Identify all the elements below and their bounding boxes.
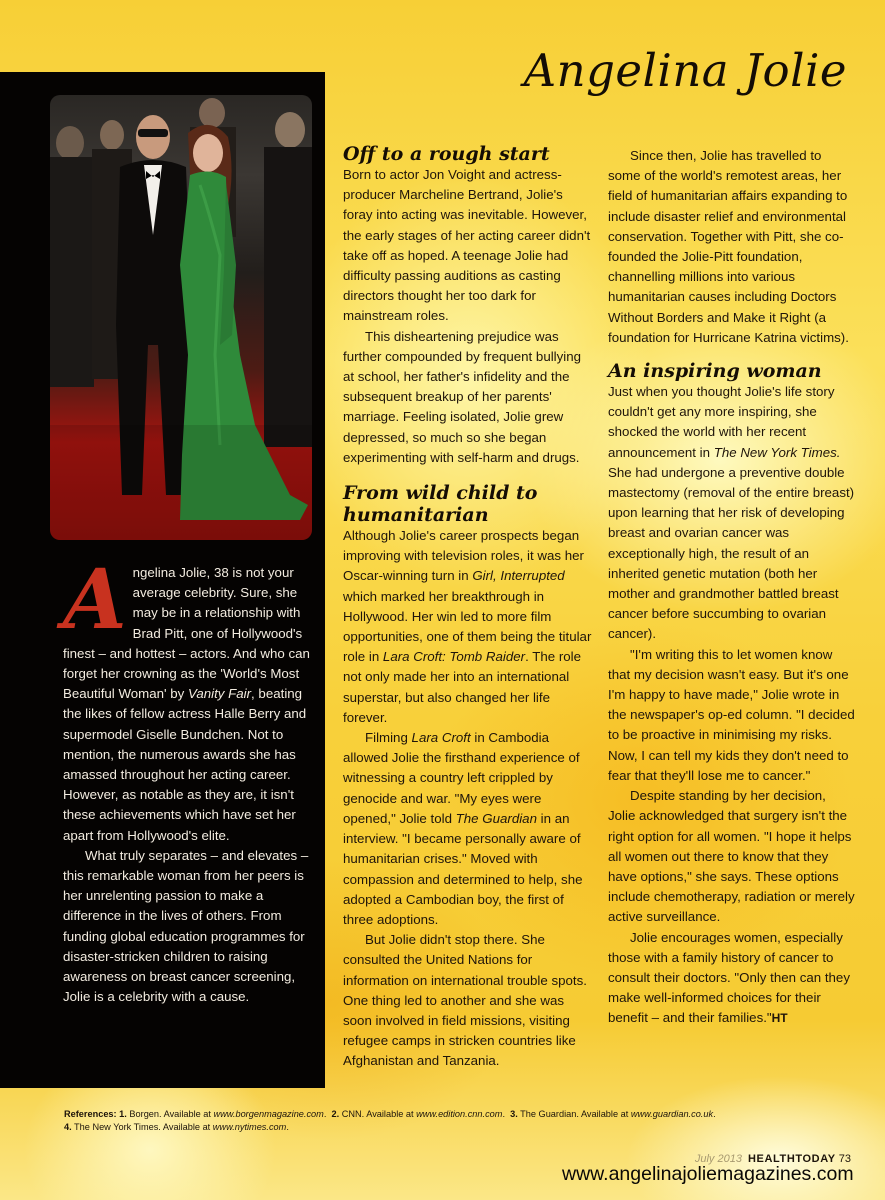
text-run: Just when you thought Jolie's life story couldn't get any more inspiring, she shocked the world with her recent announcement in [608, 384, 835, 460]
body-paragraph: "I'm writing this to let women know that my decision wasn't easy. But it's one I'm happy to have made," Jolie wrote in the newspaper's op-ed column. "I decided to be proactive in minimising my risks. Now, I can tell my kids they don't need to fear that they'll lose me to cancer." [608, 646, 855, 783]
body-paragraph [608, 382, 856, 645]
woman-head [193, 134, 223, 172]
references-label: References: [64, 1109, 117, 1119]
article-column-2 [608, 146, 856, 1029]
page-number: 73 [838, 1153, 851, 1165]
body-paragraph: Since then, Jolie has travelled to some of the world's remotest areas, her field of humanitarian affairs expanding to include disaster relief and environmental conservation. Together with Pitt, she co-founded the Jolie-Pitt foundation, channelling millions into various humanitarian causes including Doctors Without Borders and Make it Right (a foundation for Hurricane Katrina victims). [608, 148, 849, 345]
body-paragraph: Born to actor Jon Voight and actress-producer Marcheline Bertrand, Jolie's foray into acting was inevitable. However, the early stages of her acting career didn't take off as hoped. A teenage Jolie had difficulty passing auditions as casting directors thought her too dark for mainstream roles. [343, 167, 591, 324]
ref-number: 3. [510, 1109, 518, 1119]
ref-text: CNN. Available at [339, 1109, 417, 1119]
film-title: Lara Croft: Tomb Raider [382, 649, 526, 665]
ref-url[interactable]: www.nytimes.com [212, 1121, 287, 1132]
ref-number: 1. [119, 1109, 127, 1119]
text-run: in Cambodia allowed Jolie the firsthand experience of witnessing a country left crippled by genocide and war. "My eyes were opened," Jolie told [343, 730, 580, 826]
body-paragraph [343, 728, 593, 930]
sidebar-para1-text: ngelina Jolie, 38 is not your average celebrity. Sure, she may be in a relationship with Brad Pitt, one of Hollywood's finest – and hottest – actors. And who can forget her crowning as the 'World's Most Beautiful Woman' by [63, 565, 310, 702]
section-heading: An inspiring woman [608, 360, 822, 383]
text-run: Although Jolie's career prospects began improving with television roles, it was her Oscar-winning turn in [343, 528, 584, 584]
ref-text: Borgen. Available at [126, 1109, 214, 1119]
crowd-figure [56, 126, 84, 160]
magazine-name: HEALTHTODAY [748, 1153, 836, 1165]
ref-number: 4. [64, 1121, 72, 1132]
end-mark: HT [771, 1011, 788, 1026]
film-title: Girl, Interrupted [472, 568, 565, 584]
text-run: . The role not only made her into an international superstar, but also changed her life forever. [343, 649, 582, 725]
body-paragraph: Despite standing by her decision, Jolie acknowledged that surgery isn't the right option for all women. "I hope it helps all women out there to know that they have options," she says. These options include chemotherapy, radiation or merely active surveillance. [608, 788, 855, 925]
section-heading: From wild child to humanitarian [343, 482, 538, 527]
article-title: Angelina Jolie [523, 44, 847, 97]
ref-number: 2. [331, 1109, 340, 1119]
text-run: Filming [365, 730, 412, 746]
crowd-figure [199, 98, 225, 128]
text-run: Jolie encourages women, especially those with a family history of cancer to consult their doctors. "Only then can they make well-informed choices for their benefit – and their families." [608, 929, 850, 1026]
body-paragraph [608, 928, 856, 1029]
sidebar-para1-end: , beating the likes of fellow actress Halle Berry and supermodel Giselle Bundchen. Not to mention, the numerous awards she has amassed throughout her acting career. However, as notable as they are, it isn't these achievements which have set her apart from Hollywood's elite. [63, 686, 307, 843]
celebrity-photo [50, 95, 312, 540]
crowd-figure [100, 120, 124, 150]
ref-text: The New York Times. Available at [71, 1121, 213, 1132]
body-paragraph [343, 526, 593, 728]
text-run: She had undergone a preventive double mastectomy (removal of the entire breast) upon learning that her risk of developing breast and ovarian cancer was exceptionally high, the result of an inherited genetic mutation (both her mother and grandmother battled breast cancer before succumbing to ovarian cancer). [608, 464, 855, 642]
text-run: which marked her breakthrough in Hollywood. Her win led to more film opportunities, one of them being the titular role in [343, 588, 592, 665]
crowd-figure [264, 147, 312, 447]
magazine-title: Vanity Fair [187, 686, 252, 702]
body-paragraph: But Jolie didn't stop there. She consulted the United Nations for information on international trouble spots. One thing led to another and she was soon involved in field missions, visiting refugee camps in stricken countries like Afghanistan and Tanzania. [343, 932, 587, 1069]
body-paragraph: This disheartening prejudice was further compounded by frequent bullying at school, her father's infidelity and the subsequent breakup of her parents' marriage. Feeling isolated, Jolie grew depressed, so much so she began experimenting with self-harm and drugs. [343, 328, 582, 465]
photo-illustration [50, 95, 312, 540]
crowd-figure [275, 112, 305, 148]
film-title: Lara Croft [411, 730, 471, 746]
sidebar-text [63, 552, 315, 1007]
issue-date: July 2013 [694, 1153, 742, 1165]
ref-url[interactable]: www.edition.cnn.com [416, 1109, 503, 1119]
references: References: 1. Borgen. Available at www.borgenmagazine.com. 2. CNN. Available at www.edition.cnn.com. 3. The Guardian. Available at www.guardian.co.uk. 4. The New York Times. Available at www.nytimes.com. [64, 1109, 716, 1132]
text-run: in an interview. "I became personally aware of humanitarian crises." Moved with compassion and determined to help, she adopted a Cambodian boy, the first of three adoptions. [343, 810, 583, 927]
publication-title: The New York Times. [713, 444, 841, 460]
sunglasses [138, 129, 168, 137]
ref-url[interactable]: www.guardian.co.uk [630, 1109, 714, 1119]
crowd-figure [50, 157, 94, 387]
ref-url[interactable]: www.borgenmagazine.com [213, 1109, 324, 1119]
sidebar-paragraph [63, 552, 315, 846]
ref-text: The Guardian. Available at [517, 1109, 631, 1119]
drop-cap: A [63, 552, 127, 648]
article-column-1 [343, 143, 593, 1072]
sidebar-paragraph-2: What truly separates – and elevates – this remarkable woman from her peers is her unrelenting passion to make a difference in the lives of others. From funding global education programmes for disaster-stricken children to raising awareness on breast cancer screening, Jolie is a celebrity with a cause. [63, 847, 309, 1005]
carpet-shadow [50, 425, 312, 540]
watermark-url: www.angelinajoliemagazines.com [562, 1163, 854, 1185]
publication-title: The Guardian [455, 810, 537, 826]
section-heading: Off to a rough start [343, 143, 550, 165]
